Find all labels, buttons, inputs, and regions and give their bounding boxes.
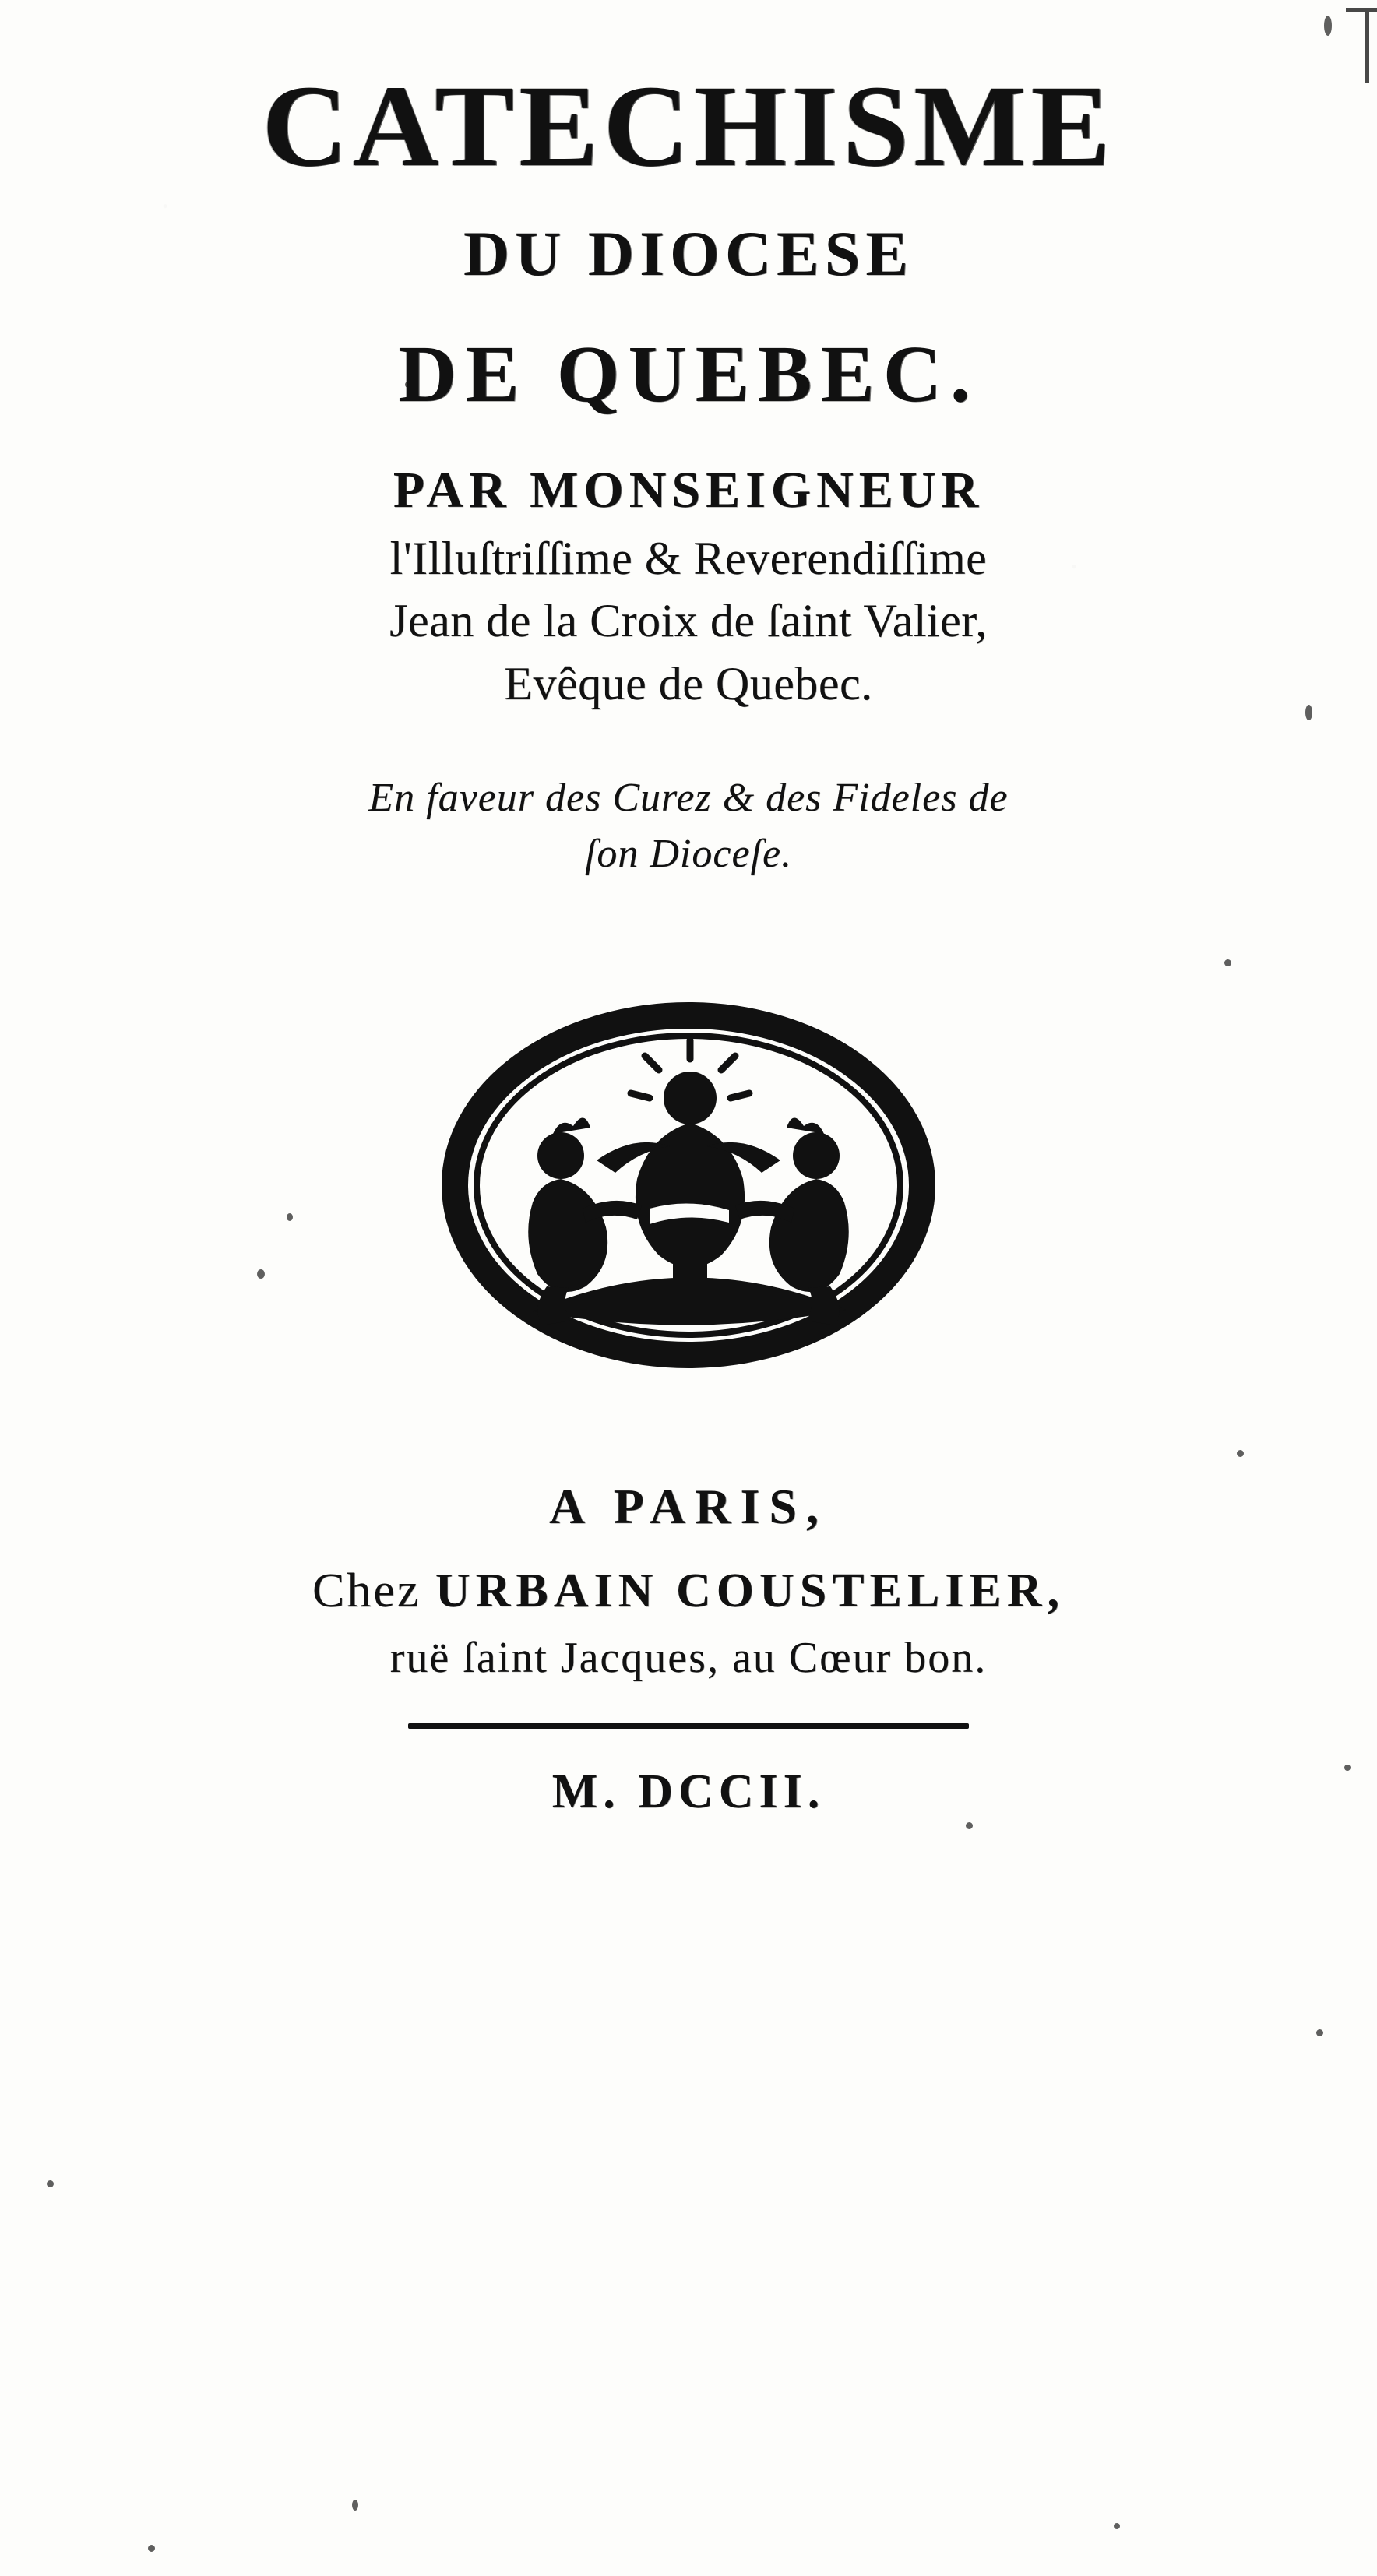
imprint-publisher-name: URBAIN COUSTELIER,	[435, 1564, 1065, 1618]
scan-speck	[966, 1822, 973, 1829]
title-line-diocese: DU DIOCESE	[463, 218, 914, 289]
byline-block	[389, 525, 988, 713]
scan-speck	[148, 2545, 155, 2552]
scan-speck	[352, 2500, 358, 2511]
byline-line-1: l'Illuſtriſſime & Reverendiſſime	[389, 533, 988, 584]
byline-heading: PAR MONSEIGNEUR	[393, 462, 984, 519]
printer-device-woodcut-icon	[408, 967, 969, 1403]
byline-line-3: Evêque de Quebec.	[504, 657, 873, 709]
scan-speck	[1316, 2029, 1323, 2036]
imprint-address: ruë ſaint Jacques, au Cœur bon.	[389, 1634, 988, 1683]
byline-line-2: Jean de la Croix de ſaint Valier,	[389, 595, 988, 647]
dedication-block	[368, 772, 1008, 880]
imprint-publisher	[312, 1564, 1065, 1619]
imprint-year: M. DCCII.	[551, 1765, 826, 1819]
scan-speck	[1114, 2523, 1120, 2529]
dedication-line-1: En faveur des Curez & des Fideles de	[368, 776, 1009, 821]
scan-speck	[47, 2180, 54, 2187]
horizontal-rule	[408, 1723, 969, 1729]
dedication-line-2: ſon Dioceſe.	[584, 831, 793, 876]
page-title: CATECHISME	[262, 62, 1115, 191]
imprint-publisher-prefix: Chez	[312, 1564, 435, 1618]
imprint-city: A PARIS,	[549, 1479, 828, 1535]
title-line-quebec: DE QUEBEC.	[398, 329, 979, 419]
